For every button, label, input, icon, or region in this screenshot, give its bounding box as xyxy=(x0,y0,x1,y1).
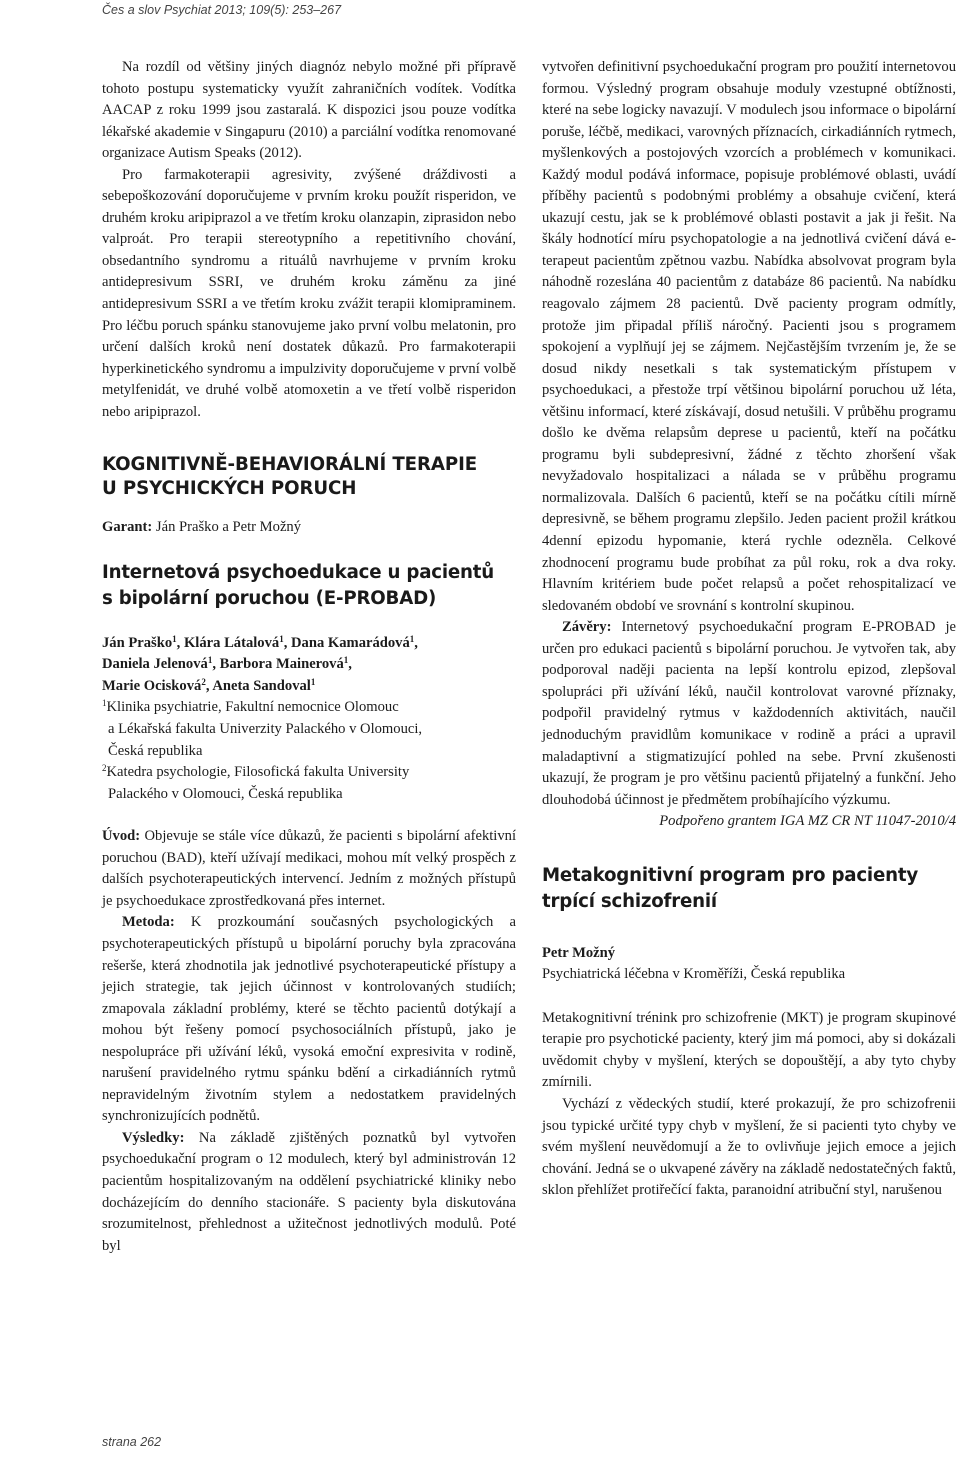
author-list xyxy=(102,633,516,698)
author-separator: , xyxy=(414,634,418,651)
garant-label: Garant: xyxy=(102,519,153,536)
author-affiliation-mark: 1 xyxy=(310,676,316,687)
garant-line xyxy=(102,517,516,539)
mkt-paragraph-1: Metakognitivní trénink pro schizofrenie (MKT) je program skupinové terapie pro psychotické pacienty, který jim má pomoci, aby si dokázali uvědomit chyby v myšlení, kterých se dopouštějí, a aby tyto chyby zmírnili. xyxy=(542,1009,956,1091)
affiliation-1-line2: a Lékařská fakulta Univerzity Palackého v Olomouci, xyxy=(108,721,423,738)
article-title-line1: Internetová psychoedukace u pacientů xyxy=(102,561,495,583)
author-affiliation-mark: 2 xyxy=(201,676,206,687)
author-affiliation-mark: 1 xyxy=(207,655,213,666)
section-title-line2: U PSYCHICKÝCH PORUCH xyxy=(102,478,357,500)
running-header: Čes a slov Psychiat 2013; 109(5): 253–267 xyxy=(102,3,342,17)
author-name: Marie Ocisková xyxy=(102,677,202,694)
page-number: strana 262 xyxy=(102,1435,162,1449)
section-title-line1: KOGNITIVNĚ-BEHAVIORÁLNÍ TERAPIE xyxy=(102,454,478,476)
abstract-introduction xyxy=(102,826,516,912)
author-affiliation-mark: 1 xyxy=(343,655,349,666)
results-continuation: vytvořen definitivní psychoedukační program pro použití internetovou formou. Výsledný program obsahuje moduly vzestupné obtížnosti, které na sebe logicky navazují. V modulech jsou informace o bipolární poruše, léčbě, medikaci, varovných příznacích, cirkadiánních rytmech, myšlenkových a postojových vzorcích a problémech v komunikaci. Každý modul podává informace, popisuje problémové oblasti, uvádí příběhy pacientů s podobnými problémy a obsahuje cvičení, která ukazují cestu, jak se k problémové oblasti postavit a jak ji řešit. Na škály hodnotící míru psychopatologie a na jednotlivá cvičení dává e-terapeut pacientům zpětnou vazbu. Nabídka absolvovat program byla náhodně rozeslána 40 pacientům z databáze 86 pacientů. Na nabídku reagovalo zájmem 28 pacientů. Dvě pacienty program odmítly, protože jim připadal příliš náročný. Pacienti jsou s programem spokojení a vyplňují jej se zájmem. Nejčastějším tvrzením je, že se dosud nikdy nesetkali s tak systematickým přístupem v psychoedukaci, a přestože trpí většinou bipolární poruchou už léta, většinu informací, které získávají, dosud netušili. V průběhu programu došlo ke dvěma relapsům deprese u pacientů, kteří na počátku programu byli subdepresivní, žádné z těchto zhoršení však nevyžadovalo hospitalizaci a nálada se v průběhu programu normalizovala. Dalších 6 pacientů, kteří se na počátku cítili mírně depresivně, se během programu zlepšilo. Jeden pacient prožil krátkou 4denní epizodu hypomanie, která rychle odezněla. Celkové zhodnocení programu bude probíhat za půl roku, rok a dva roky. Hlavním kritériem bude počet relapsů a počet rehospitalizací ve sledovaném období ve srovnání s kontrolní skupinou. xyxy=(542,59,956,614)
author-separator: , xyxy=(176,634,184,651)
author-affiliation-mark: 1 xyxy=(279,633,284,644)
author-separator: , xyxy=(348,656,352,673)
method-label: Metoda: xyxy=(122,914,175,931)
conclusions-label: Závěry: xyxy=(562,619,612,636)
author-affiliation-mark: 1 xyxy=(409,633,415,644)
article-title-line1: Metakognitivní program pro pacienty xyxy=(542,864,918,886)
abstract-results xyxy=(102,1128,516,1257)
mkt-paragraph-2: Vychází z vědeckých studií, které prokazují, že pro schizofrenii jsou typické určité typy chyb v myšlení, že si pacienti tyto chyby ve svém myšlení neuvědomují a že to ovlivňuje jejich emoce a jejich chování. Jedná se o ukvapené závěry na základě nedostatečných faktů, sklon přehlížet protiřečící fakta, paranoidní atribuční styl, narušenou xyxy=(542,1095,956,1199)
left-column xyxy=(102,57,516,1257)
right-column xyxy=(542,57,956,1202)
author: Petr Možný xyxy=(542,944,616,961)
introduction-text: Objevuje se stále více důkazů, že pacienti s bipolární afektivní poruchou (BAD), kteří užívají medikaci, mohou mít velký prospěch z dalších psychoterapeutických intervencí. Jedním z možných přístupů je psychoedukace zprostředkovaná přes internet. xyxy=(102,828,516,909)
method-text: K prozkoumání současných psychologických a psychoterapeutických přístupů u bipolární poruchy byla zpracována rešerše, která zhodnotila jak jednotlivé psychoterapeutické přístupy a jejich strategie, tak jejich účinnost v kontrolovaných studiích; zmapovala základní problémy, které se těchto pacientů dotýkají a mohou být řešeny pomocí psychosociálních přístupů, jako je nespolupráce při užívání léků, vysoká emoční expresivita v rodině, narušení pravidelného rytmu spánku bdění a cirkadiánních rytmů nepravidelným životním stylem a nedostatkem pravidelných synchronizujících podnětů. xyxy=(102,914,516,1125)
author-name: Dana Kamarádová xyxy=(291,634,410,651)
author-affiliation: Psychiatrická léčebna v Kroměříži, Česká republika xyxy=(542,966,846,983)
affiliation-1-line3: Česká republika xyxy=(108,742,203,759)
author-affiliation-mark: 1 xyxy=(172,633,177,644)
results-text: Na základě zjištěných poznatků byl vytvořen psychoedukační program o 12 modulech, který byl administrován 12 pacientům hospitalizovaným na oddělení psychiatrické kliniky nebo docházejícím do denního stacionáře. S pacienty byla diskutována srozumitelnost, přehlednost a užitečnost jednotlivých modulů. Poté byl xyxy=(102,1129,516,1254)
article-title-line2: trpící schizofrenií xyxy=(542,890,717,912)
affiliation-number: 1 xyxy=(102,698,107,709)
abstract-conclusions xyxy=(542,617,956,811)
affiliation-2-line1: Katedra psychologie, Filosofická fakulta University xyxy=(106,764,410,781)
author-separator: , xyxy=(283,634,291,651)
affiliation-number: 2 xyxy=(102,763,107,774)
affiliations xyxy=(102,697,516,805)
author-name: Ján Praško xyxy=(102,634,173,651)
affiliation-2-line2: Palackého v Olomouci, Česká republika xyxy=(108,785,343,802)
article-title-probad xyxy=(102,560,516,612)
results-label: Výsledky: xyxy=(122,1129,185,1146)
grant-support: Podpořeno grantem IGA MZ CR NT 11047-2010/4 xyxy=(659,813,956,830)
introduction-label: Úvod: xyxy=(102,828,141,845)
section-title xyxy=(102,453,516,501)
abstract-method xyxy=(102,912,516,1127)
affiliation-1-line1: Klinika psychiatrie, Fakultní nemocnice Olomouc xyxy=(106,699,399,716)
intro-paragraph: Na rozdíl od většiny jiných diagnóz nebylo možné při přípravě tohoto postupu systematicky využít zahraničních vodítek. Vodítka AACAP z roku 1999 jsou zastaralá. K dispozici jsou pouze vodítka lékařské akademie v Singapuru (2010) a parciální vodítka renomované organizace Autism Speaks (2012). xyxy=(102,59,516,162)
conclusions-text: Internetový psychoedukační program E-PROBAD je určen pro edukaci pacientů s bipolární poruchou. Je vytvořen tak, aby podporoval naději pacienta na lepší kontrolu epizod, zlepšoval spolupráci při užívání léků, naučil kontrolovat varovné příznaky, podpořil pravidelný rytmus v každodenních aktivitách, naučil jednoduchým pravidlům komunikace v rodině a práci a upravil maladaptivní a stigmatizující pohled na sebe. První zkušenosti ukazují, že program je pro většinu pacientů přijatelný a funkční. Jeho dlouhodobá účinnost je předmětem probíhajícího výzkumu. xyxy=(542,619,956,808)
author-separator: , xyxy=(212,656,220,673)
garant-names: Ján Praško a Petr Možný xyxy=(152,519,302,536)
author-name: Barbora Mainerová xyxy=(219,656,344,673)
author-separator: , xyxy=(205,677,213,694)
author-name: Aneta Sandoval xyxy=(212,677,311,694)
article-title-mkt xyxy=(542,863,956,915)
article-title-line2: s bipolární poruchou (E-PROBAD) xyxy=(102,587,437,609)
author-name: Daniela Jelenová xyxy=(102,656,208,673)
pharmacotherapy-paragraph: Pro farmakoterapii agresivity, zvýšené dráždivosti a sebepoškozování doporučujeme v prvním kroku použít risperidon, ve druhém kroku aripiprazol a ve třetím kroku olanzapin, ziprasidon nebo valproát. Pro terapii stereotypního a repetitivního chování, obsedantního syndromu a rituálů navrhujeme v prvním kroku antidepresivum SSRI, ve druhém kroku záměnu za jiné antidepresivum SSRI a ve třetím kroku zvážit terapii klomipraminem. Pro léčbu poruch spánku stanovujeme jako první volbu melatonin, pro určení dalších kroků není dostatek důkazů. Pro farmakoterapii hyperkinetického syndromu a impulzivity doporučujeme v první volbě metylfenidát, ve druhé volbě atomoxetin a ve třetí volbě risperidon nebo aripiprazol. xyxy=(102,166,516,420)
author-name: Klára Látalová xyxy=(183,634,280,651)
